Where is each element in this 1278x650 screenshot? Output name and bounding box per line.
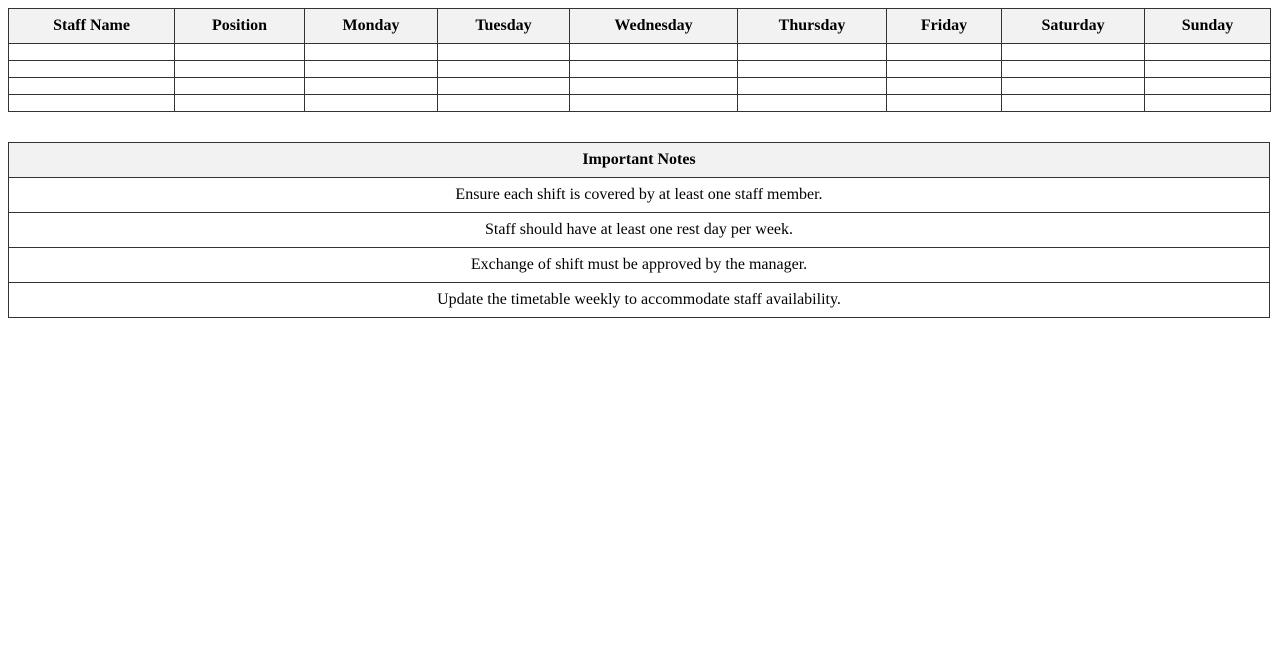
note-row xyxy=(9,178,1270,213)
table-cell xyxy=(175,78,305,95)
table-cell xyxy=(1002,44,1145,61)
table-cell xyxy=(887,95,1002,112)
note-item: Staff should have at least one rest day per week. xyxy=(9,213,1270,248)
table-cell xyxy=(738,78,887,95)
notes-title: Important Notes xyxy=(9,143,1270,178)
table-cell xyxy=(9,78,175,95)
schedule-header-row xyxy=(9,9,1271,44)
table-row xyxy=(9,78,1271,95)
table-cell xyxy=(570,61,738,78)
table-cell xyxy=(438,78,570,95)
table-cell xyxy=(438,61,570,78)
table-row xyxy=(9,44,1271,61)
table-cell xyxy=(9,61,175,78)
header-position: Position xyxy=(175,9,305,44)
staff-schedule-table xyxy=(8,8,1271,112)
note-row xyxy=(9,248,1270,283)
table-cell xyxy=(1145,95,1271,112)
note-item: Exchange of shift must be approved by the manager. xyxy=(9,248,1270,283)
table-cell xyxy=(738,95,887,112)
note-item: Ensure each shift is covered by at least one staff member. xyxy=(9,178,1270,213)
table-cell xyxy=(887,78,1002,95)
header-saturday: Saturday xyxy=(1002,9,1145,44)
important-notes-table xyxy=(8,142,1270,318)
table-cell xyxy=(1145,61,1271,78)
table-cell xyxy=(175,44,305,61)
table-cell xyxy=(1002,61,1145,78)
header-monday: Monday xyxy=(305,9,438,44)
table-cell xyxy=(1145,78,1271,95)
table-cell xyxy=(570,78,738,95)
table-cell xyxy=(887,61,1002,78)
notes-header-row xyxy=(9,143,1270,178)
table-cell xyxy=(1002,95,1145,112)
table-cell xyxy=(738,61,887,78)
table-row xyxy=(9,61,1271,78)
table-cell xyxy=(438,95,570,112)
table-cell xyxy=(1145,44,1271,61)
table-cell xyxy=(570,95,738,112)
table-cell xyxy=(305,61,438,78)
note-item: Update the timetable weekly to accommodate staff availability. xyxy=(9,283,1270,318)
note-row xyxy=(9,283,1270,318)
table-cell xyxy=(305,78,438,95)
table-cell xyxy=(1002,78,1145,95)
header-wednesday: Wednesday xyxy=(570,9,738,44)
table-cell xyxy=(887,44,1002,61)
table-cell xyxy=(175,61,305,78)
table-cell xyxy=(175,95,305,112)
note-row xyxy=(9,213,1270,248)
header-thursday: Thursday xyxy=(738,9,887,44)
table-cell xyxy=(9,44,175,61)
table-cell xyxy=(438,44,570,61)
table-cell xyxy=(305,44,438,61)
header-tuesday: Tuesday xyxy=(438,9,570,44)
table-cell xyxy=(305,95,438,112)
table-cell xyxy=(9,95,175,112)
header-friday: Friday xyxy=(887,9,1002,44)
table-row xyxy=(9,95,1271,112)
header-sunday: Sunday xyxy=(1145,9,1271,44)
table-cell xyxy=(570,44,738,61)
table-cell xyxy=(738,44,887,61)
header-staff-name: Staff Name xyxy=(9,9,175,44)
